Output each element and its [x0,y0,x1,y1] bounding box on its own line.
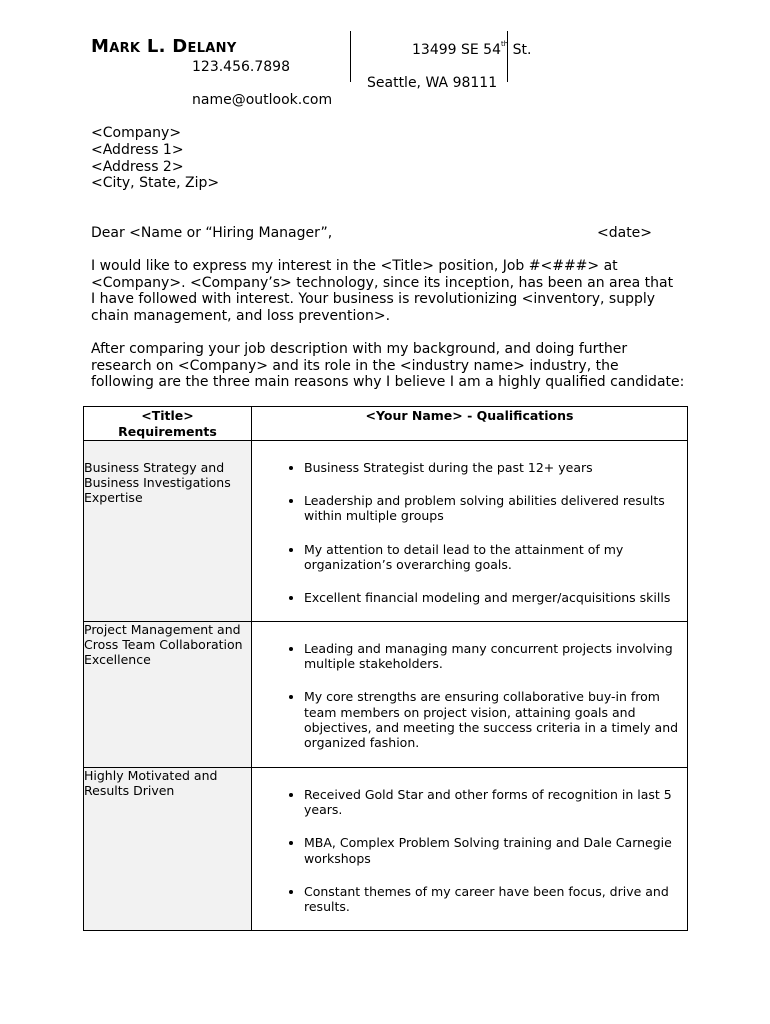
qualifications-cell [252,441,688,622]
list-item: • Received Gold Star and other forms of recognition in last 5 years. [304,787,687,817]
list-item: • My attention to detail lead to the attainment of my organization’s overarching goals. [304,542,687,572]
paragraph-line: following are the three main reasons why I believe I am a highly qualified candidate: [91,374,685,391]
comparison-paragraph [91,341,691,391]
salutation: Dear <Name or “Hiring Manager”, [91,225,333,241]
letter-date: <date> [597,225,653,241]
sender-street: 13499 SE 54th St. [412,40,532,58]
list-item: • Constant themes of my career have been focus, drive and results. [304,884,687,914]
sender-name: Mark L. Delany [91,36,237,57]
paragraph-line: I have followed with interest. Your business is revolutionizing <inventory, supply [91,291,656,308]
list-item: • My core strengths are ensuring collaborative buy-in from team members on project vision, attaining goals and objectives, and meeting the success criteria in a timely and organized fashion. [304,689,687,750]
recipient-block [91,125,219,192]
table-row [84,622,688,768]
requirements-header: <Title> Requirements [84,407,252,441]
table-row [84,768,688,931]
list-item: • Excellent financial modeling and merger/acquisitions skills [304,590,687,605]
sender-city: Seattle, WA 98111 [367,75,498,91]
table-header-row [84,407,688,441]
list-item: • Leading and managing many concurrent projects involving multiple stakeholders. [304,641,687,671]
table-row [84,441,688,622]
paragraph-line: chain management, and loss prevention>. [91,307,391,324]
header-divider-left [350,31,351,82]
qualifications-cell [252,768,688,931]
list-item: • Leadership and problem solving abilities delivered results within multiple groups [304,493,687,523]
paragraph-line: I would like to express my interest in the <Title> position, Job #<###> at [91,258,618,274]
paragraph-line: research on <Company> and its role in the <industry name> industry, the [91,357,619,374]
sender-phone: 123.456.7898 [192,59,290,75]
recipient-address1: <Address 1> [91,141,184,158]
requirement-cell: Highly Motivated and Results Driven [84,768,252,931]
intro-paragraph [91,258,691,324]
list-item: • Business Strategist during the past 12+ years [304,460,687,475]
recipient-city-state-zip: <City, State, Zip> [91,175,220,192]
qualifications-table [83,406,688,931]
paragraph-line: <Company>. <Company’s> technology, since its inception, has been an area that [91,274,674,291]
recipient-address2: <Address 2> [91,158,184,175]
qualifications-header: <Your Name> - Qualifications [252,407,688,441]
requirement-cell: Project Management and Cross Team Collaboration Excellence [84,622,252,768]
list-item: • MBA, Complex Problem Solving training and Dale Carnegie workshops [304,835,687,865]
recipient-company: <Company> [91,125,182,141]
qualifications-cell [252,622,688,768]
requirement-cell: Business Strategy and Business Investigations Expertise [84,441,252,622]
paragraph-line: After comparing your job description with my background, and doing further [91,341,628,357]
sender-email: name@outlook.com [192,92,333,108]
